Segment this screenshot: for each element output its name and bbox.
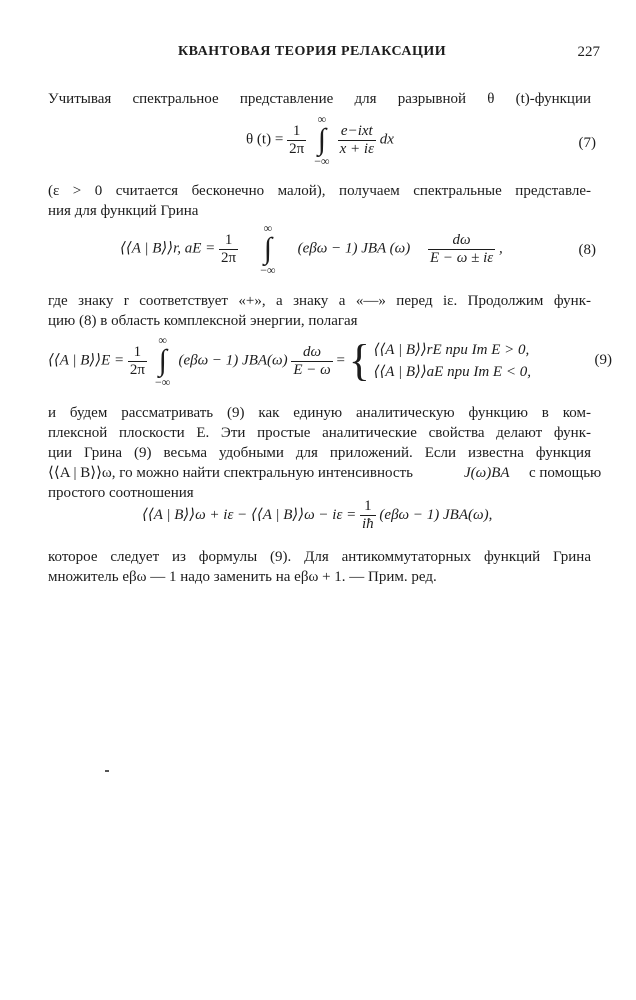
editor-note-line: множитель eβω — 1 надо заменить на eβω + 1. — Прим. ред.	[48, 569, 437, 585]
eq9-coef-den: 2π	[129, 361, 145, 378]
paragraph-line: ния для функций Грина	[48, 203, 199, 219]
page-number: 227	[577, 44, 600, 60]
eq9-middle: (eβω − 1) JBA(ω)	[178, 352, 288, 369]
eq8-lhs: ⟨⟨A | B⟩⟩r, aE =	[120, 240, 216, 257]
eq7-tail: dx	[379, 131, 394, 148]
eq9-coefficient	[128, 344, 147, 379]
eq8-lower-limit: −∞	[260, 263, 276, 277]
eq10-fraction	[360, 498, 376, 533]
eq9-lhs: ⟨⟨A | B⟩⟩E =	[48, 352, 125, 369]
eq8-frac-num: dω	[428, 232, 495, 250]
paragraph-line: и будем рассматривать (9) как единую аналитическую функцию в ком-	[48, 405, 591, 421]
eq10-rhs: (eβω − 1) JBA(ω),	[379, 506, 493, 523]
eq7-coef-den: 2π	[289, 140, 305, 157]
paragraph-line: (ε > 0 считается бесконечно малой), получаем спектральные представле-	[48, 183, 591, 199]
eq10-lhs: ⟨⟨A | B⟩⟩ω + iε − ⟨⟨A | B⟩⟩ω − iε =	[142, 506, 357, 523]
integral-sign-icon: ∫	[158, 344, 167, 377]
integral-sign-icon: ∫	[263, 232, 272, 265]
equation-7	[246, 113, 394, 167]
paragraph-line: которое следует из формулы (9). Для антикоммутаторных функций Грина	[48, 549, 591, 565]
eq9-coef-num: 1	[128, 344, 147, 362]
eq8-coefficient	[219, 232, 238, 267]
eq9-upper-limit: ∞	[158, 333, 167, 347]
eq7-coef-num: 1	[287, 123, 306, 141]
eq7-lhs: θ (t) =	[246, 131, 284, 148]
equation-number-8: (8)	[578, 242, 596, 258]
eq7-integral	[310, 113, 334, 167]
eq9-equals: =	[336, 352, 345, 369]
eq7-fraction	[338, 123, 376, 158]
eq9-cases	[374, 339, 531, 383]
paragraph-line: Учитывая спектральное представление для разрывной θ (t)-функции	[48, 91, 591, 107]
eq10-frac-num: 1	[360, 498, 376, 516]
paragraph-line: где знаку r соответствует «+», а знаку a «—» перед iε. Продолжим функ-	[48, 293, 591, 309]
eq9-case-advanced: ⟨⟨A | B⟩⟩aE при Im E < 0,	[373, 364, 531, 380]
eq8-integral	[256, 222, 280, 276]
print-speck	[105, 770, 109, 772]
eq7-frac-num: e−ixt	[338, 123, 376, 141]
eq9-integral	[151, 334, 175, 388]
eq7-frac-den: x + iε	[339, 140, 374, 157]
eq8-frac-den: E − ω ± iε	[430, 249, 494, 266]
eq8-coef-num: 1	[219, 232, 238, 250]
left-brace-icon: {	[348, 336, 370, 385]
eq9-frac-den: E − ω	[293, 361, 331, 378]
equation-unnumbered	[142, 498, 492, 533]
paragraph-line: ции Грина (9) весьма удобными для приложений. Если известна функция	[48, 445, 591, 461]
eq7-upper-limit: ∞	[317, 112, 327, 126]
equation-number-7: (7)	[578, 135, 596, 151]
page-header	[0, 44, 636, 64]
eq9-case-retarded: ⟨⟨A | B⟩⟩rE при Im E > 0,	[373, 342, 530, 358]
integral-sign-icon: ∫	[317, 123, 326, 156]
eq10-frac-den: iħ	[362, 516, 374, 532]
eq7-coefficient	[287, 123, 306, 158]
spectral-intensity-symbol: J(ω)BA	[464, 465, 510, 481]
eq8-fraction	[428, 232, 495, 267]
eq9-lower-limit: −∞	[155, 375, 171, 389]
equation-number-9: (9)	[594, 352, 612, 368]
eq9-frac-num: dω	[291, 344, 332, 362]
eq8-middle: (eβω − 1) JBA (ω)	[297, 240, 411, 257]
paragraph-line	[48, 464, 602, 482]
equation-9	[48, 334, 531, 388]
eq9-fraction	[291, 344, 332, 379]
paragraph-line: простого соотношения	[48, 485, 194, 501]
paragraph-line: цию (8) в область комплексной энергии, полагая	[48, 313, 358, 329]
eq7-lower-limit: −∞	[314, 154, 330, 168]
eq8-tail: ,	[498, 240, 503, 257]
running-title: КВАНТОВАЯ ТЕОРИЯ РЕЛАКСАЦИИ	[178, 44, 447, 59]
eq8-coef-den: 2π	[221, 249, 237, 266]
paragraph-fragment: ⟨⟨A | B⟩⟩ω, го можно найти спектральную интенсивность	[48, 465, 413, 481]
paragraph-fragment: с помощью	[529, 465, 602, 481]
paragraph-line: плексной плоскости E. Эти простые аналитические свойства делают функ-	[48, 425, 591, 441]
equation-8	[120, 222, 503, 276]
eq8-upper-limit: ∞	[263, 221, 273, 235]
